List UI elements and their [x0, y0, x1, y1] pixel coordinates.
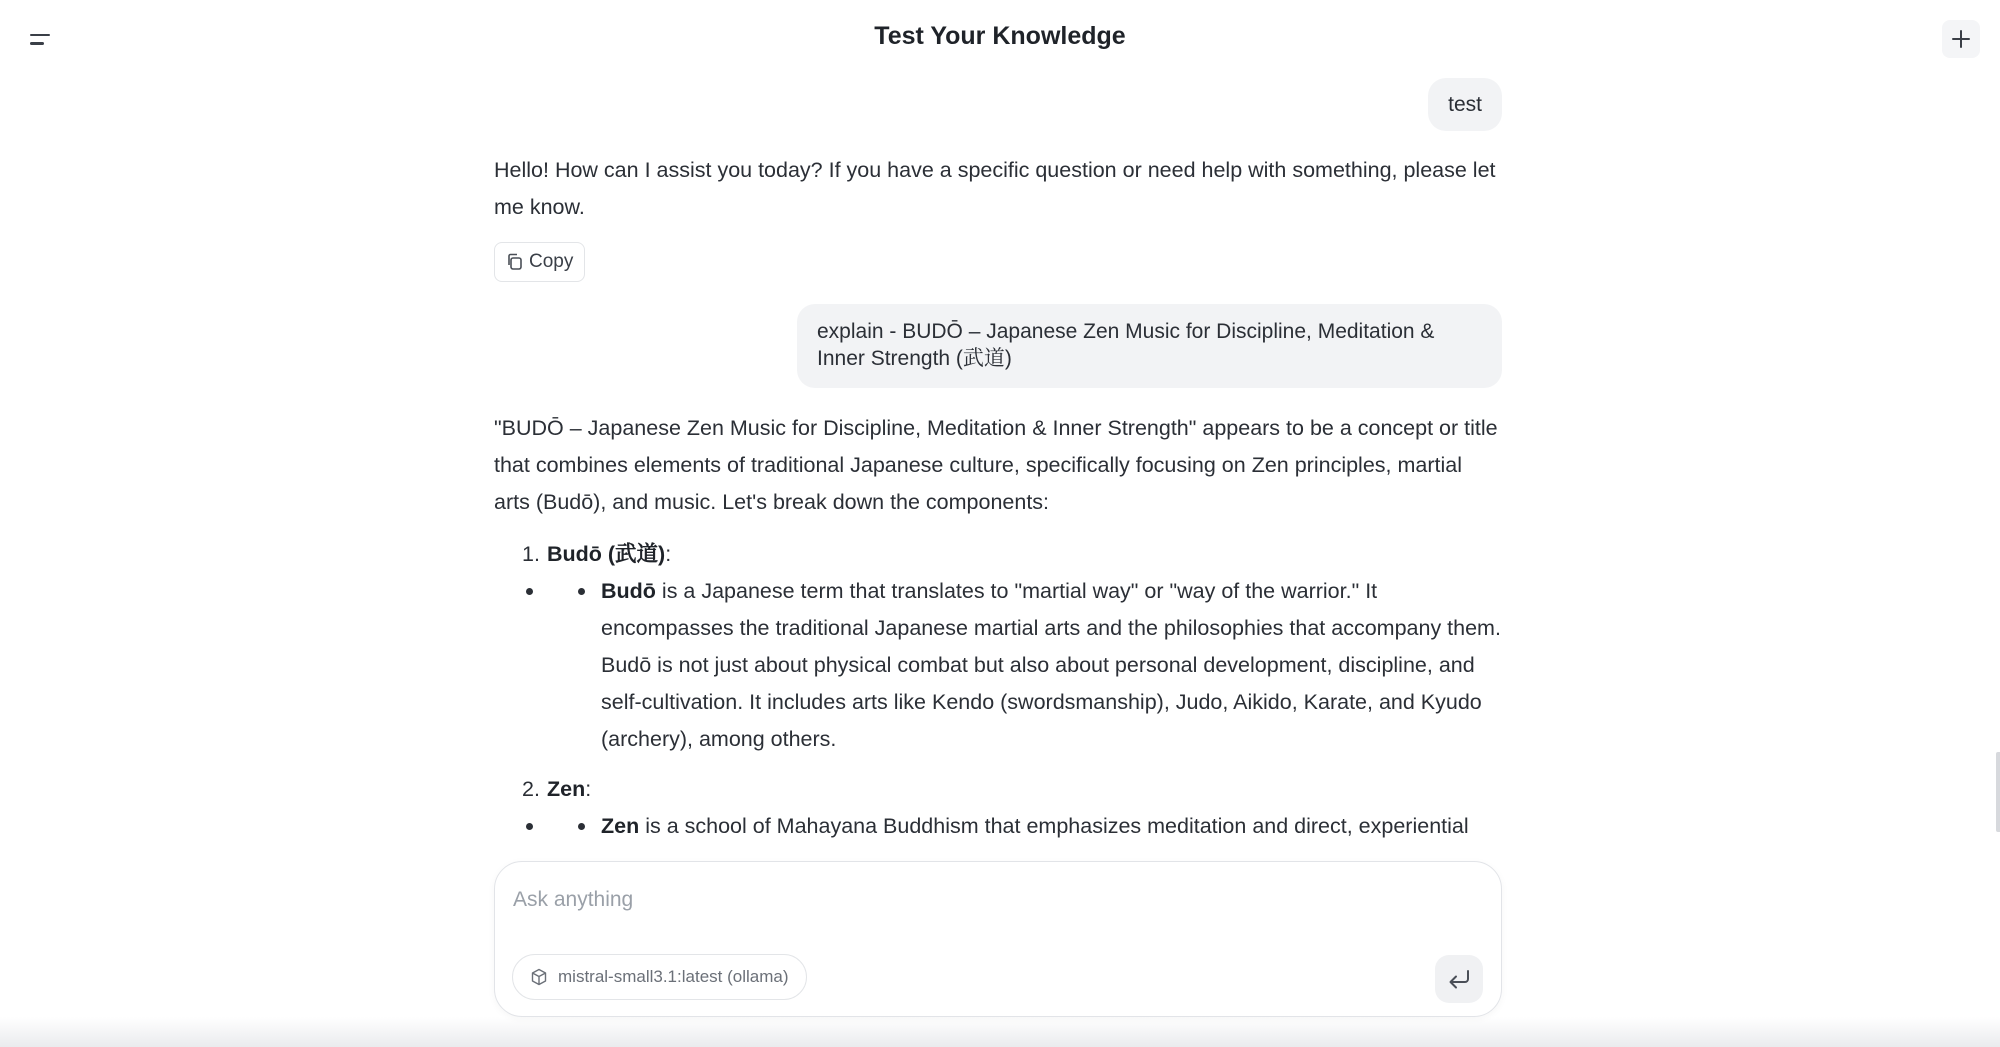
bullet-term: Zen	[601, 814, 640, 838]
list-heading-suffix: :	[585, 777, 592, 801]
top-bar	[0, 0, 2000, 80]
assistant-message: Hello! How can I assist you today? If you have a specific question or need help with something, please let me know.	[494, 158, 1496, 219]
sub-list	[494, 573, 1502, 758]
list-item	[494, 573, 1502, 758]
list-heading: Zen	[547, 777, 586, 801]
bullet-text: is a Japanese term that translates to "martial way" or "way of the warrior." It encompasses the traditional Japanese martial arts and the philosophies that accompany them. Budō is not just about physical combat but also about personal development, discipline, and self-cultivation. It includes arts like Kendo (swordsmanship), Judo, Aikido, Karate, and Kyudo (archery), among others.	[601, 579, 1501, 751]
page-title: Test Your Knowledge	[874, 22, 1126, 50]
list-item	[494, 536, 1502, 573]
copy-label: Copy	[529, 251, 574, 272]
message-input[interactable]	[513, 882, 1473, 918]
list-heading: Budō (武道)	[547, 542, 666, 566]
bottom-shadow	[0, 1017, 2000, 1047]
conversation	[494, 76, 1502, 861]
model-selector[interactable]	[512, 954, 807, 1000]
list-heading-suffix: :	[665, 542, 672, 566]
list-item	[494, 771, 1502, 808]
plus-icon	[1951, 29, 1971, 49]
sub-list	[494, 808, 1502, 845]
user-message: test	[1428, 78, 1502, 131]
copy-icon	[506, 253, 524, 271]
explanation-list	[494, 536, 1502, 845]
list-number: 1.	[522, 542, 540, 566]
message-composer	[494, 861, 1502, 1017]
list-number: 2.	[522, 777, 540, 801]
bullet-term: Budō	[601, 579, 656, 603]
list-item	[494, 808, 1502, 845]
assistant-message-intro: "BUDŌ – Japanese Zen Music for Discipline, Meditation & Inner Strength" appears to be a concept or title that combines elements of traditional Japanese culture, specifically focusing on Zen principles, martial arts (Budō), and music. Let's break down the components:	[494, 416, 1498, 514]
new-chat-button[interactable]	[1942, 20, 1980, 58]
send-button[interactable]	[1435, 955, 1483, 1003]
model-name: mistral-small3.1:latest (ollama)	[558, 967, 789, 986]
cube-icon	[530, 968, 548, 986]
bullet-text: is a school of Mahayana Buddhism that emphasizes meditation and direct, experiential	[639, 814, 1469, 838]
copy-button[interactable]	[494, 242, 585, 282]
scrollbar[interactable]	[1996, 752, 2000, 832]
user-message: explain - BUDŌ – Japanese Zen Music for Discipline, Meditation & Inner Strength (武道)	[797, 304, 1502, 388]
enter-icon	[1446, 968, 1472, 990]
